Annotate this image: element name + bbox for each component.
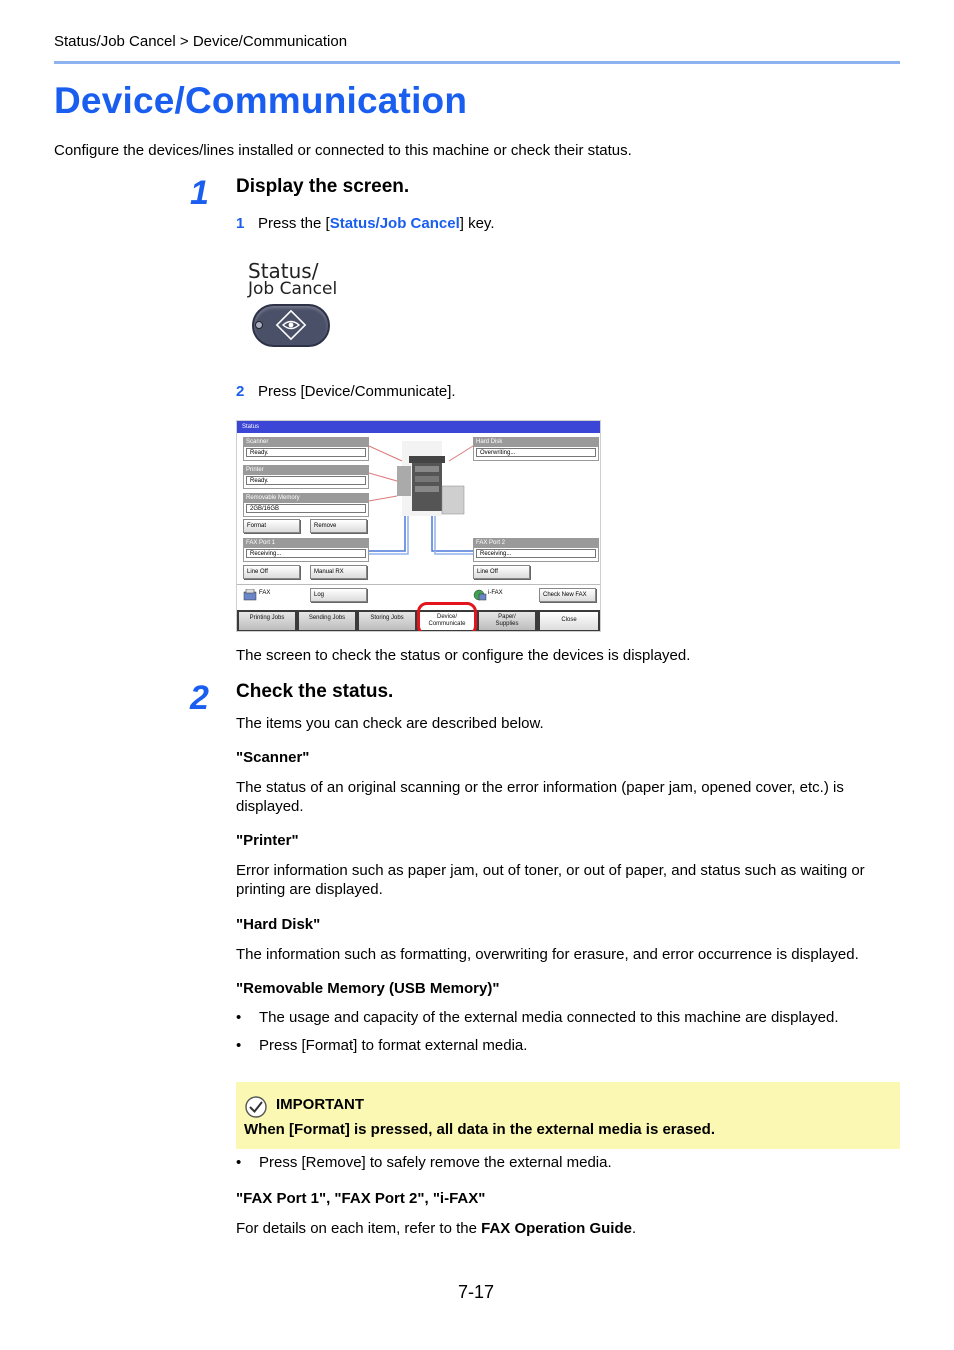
status-eye-icon: [252, 304, 330, 347]
key-indicator-led: [255, 321, 263, 329]
page-title: Device/Communication: [54, 80, 468, 121]
step-heading-1: Display the screen.: [236, 176, 410, 197]
printer-status-box: [243, 465, 369, 489]
list-item: [236, 1154, 612, 1171]
printer-header: Printer: [244, 466, 368, 475]
step-heading-2: Check the status.: [236, 681, 394, 702]
header-rule: [54, 61, 900, 64]
bullet-text: The usage and capacity of the external media connected to this machine are displayed.: [259, 1009, 839, 1026]
status-job-cancel-key[interactable]: [252, 304, 330, 347]
checkmark-icon: [244, 1095, 268, 1119]
important-box: [236, 1082, 900, 1149]
intro-text: Configure the devices/lines installed or connected to this machine or check their status.: [54, 142, 632, 159]
check-new-fax-button[interactable]: Check New FAX: [539, 588, 596, 602]
fax-icon: [243, 589, 257, 601]
printer-label: "Printer": [236, 832, 299, 849]
scanner-value: Ready.: [246, 448, 366, 457]
remove-button[interactable]: Remove: [310, 519, 367, 533]
scanner-description: The status of an original scanning or the error information (paper jam, opened cover, etc.) is displayed.: [236, 779, 844, 815]
ifax-label: i-FAX: [488, 590, 503, 596]
fax1-line-off-button[interactable]: Line Off: [243, 565, 300, 579]
panel-title-bar: Status: [237, 421, 601, 433]
hard-disk-header: Hard Disk: [474, 438, 598, 447]
printer-value: Ready.: [246, 476, 366, 485]
tab-printing-jobs[interactable]: Printing Jobs: [239, 612, 295, 630]
fax-label: FAX: [259, 590, 271, 596]
fax2-line-off-button[interactable]: Line Off: [473, 565, 530, 579]
step2-lead: The items you can check are described below.: [236, 715, 544, 732]
list-item: [236, 1037, 527, 1054]
fax-port2-header: FAX Port 2: [474, 539, 598, 548]
format-button[interactable]: Format: [243, 519, 300, 533]
fax-port2-box: [473, 538, 599, 562]
page-number: 7-17: [458, 1282, 495, 1302]
list-item: [236, 1009, 839, 1026]
hard-disk-description: The information such as formatting, overwriting for erasure, and error occurrence is displayed.: [236, 946, 859, 963]
bullet-text: Press [Remove] to safely remove the external media.: [259, 1154, 612, 1171]
substep-1: [236, 215, 494, 232]
scanner-label: "Scanner": [236, 749, 310, 766]
key-label-line2: Job Cancel: [248, 279, 338, 299]
tab-paper-line1: Paper/: [498, 614, 516, 620]
step-number-2: 2: [190, 679, 209, 717]
panel-divider: [237, 584, 601, 585]
key-label-line1: Status/: [248, 259, 319, 283]
tab-device-line1: Device/: [436, 614, 457, 620]
fax-description-pre: For details on each item, refer to the: [236, 1220, 482, 1237]
important-text: When [Format] is pressed, all data in the external media is erased.: [244, 1121, 715, 1138]
tab-paper-line2: Supplies: [495, 621, 519, 627]
substep-2: [236, 383, 456, 400]
fax-ports-label: "FAX Port 1", "FAX Port 2", "i-FAX": [236, 1190, 486, 1207]
substep-text: Press [Device/Communicate].: [258, 383, 456, 400]
scanner-status-box: [243, 437, 369, 461]
manual-rx-button[interactable]: Manual RX: [310, 565, 367, 579]
removable-memory-value: 2GB/16GB: [246, 504, 366, 513]
tab-sending-jobs[interactable]: Sending Jobs: [299, 612, 355, 630]
substep-text-pre: Press the [: [258, 215, 330, 232]
substep-number: 2: [236, 383, 245, 400]
breadcrumb: Status/Job Cancel > Device/Communication: [54, 33, 348, 50]
removable-memory-header: Removable Memory: [244, 494, 368, 503]
fax-port1-header: FAX Port 1: [244, 539, 368, 548]
step1-result-text: The screen to check the status or configure the devices is displayed.: [236, 647, 691, 664]
hard-disk-box: [473, 437, 599, 461]
scanner-header: Scanner: [244, 438, 368, 447]
highlight-ring: [417, 602, 477, 632]
log-button[interactable]: Log: [310, 588, 367, 602]
fax-description: [236, 1219, 900, 1238]
tab-device-line2: Communicate: [428, 621, 466, 627]
bullet-dot: •: [236, 1009, 242, 1026]
substep-text-post: ] key.: [459, 215, 495, 232]
hard-disk-value: Overwriting...: [476, 448, 596, 457]
fax-port1-box: [243, 538, 369, 562]
substep-number: 1: [236, 215, 245, 232]
bullet-text: Press [Format] to format external media.: [259, 1037, 528, 1054]
tab-storing-jobs[interactable]: Storing Jobs: [359, 612, 415, 630]
hard-disk-label: "Hard Disk": [236, 916, 321, 933]
status-job-cancel-key-name: Status/Job Cancel: [329, 215, 460, 232]
important-title: IMPORTANT: [276, 1096, 365, 1113]
bullet-dot: •: [236, 1154, 242, 1171]
removable-memory-label: "Removable Memory (USB Memory)": [236, 980, 500, 997]
close-button[interactable]: Close: [540, 612, 598, 630]
fax-guide-reference: FAX Operation Guide: [481, 1220, 632, 1237]
fax-description-post: .: [631, 1220, 637, 1237]
tab-paper-supplies[interactable]: [479, 612, 535, 630]
status-panel-screenshot: [236, 420, 601, 632]
removable-memory-box: [243, 493, 369, 517]
ifax-icon: [473, 589, 487, 601]
fax-port1-value: Receiving...: [246, 549, 366, 558]
fax-port2-value: Receiving...: [476, 549, 596, 558]
step-number-1: 1: [190, 174, 209, 212]
printer-description: Error information such as paper jam, out of toner, or out of paper, and status such as waiting or printing are displayed.: [236, 862, 865, 898]
bullet-dot: •: [236, 1037, 242, 1054]
